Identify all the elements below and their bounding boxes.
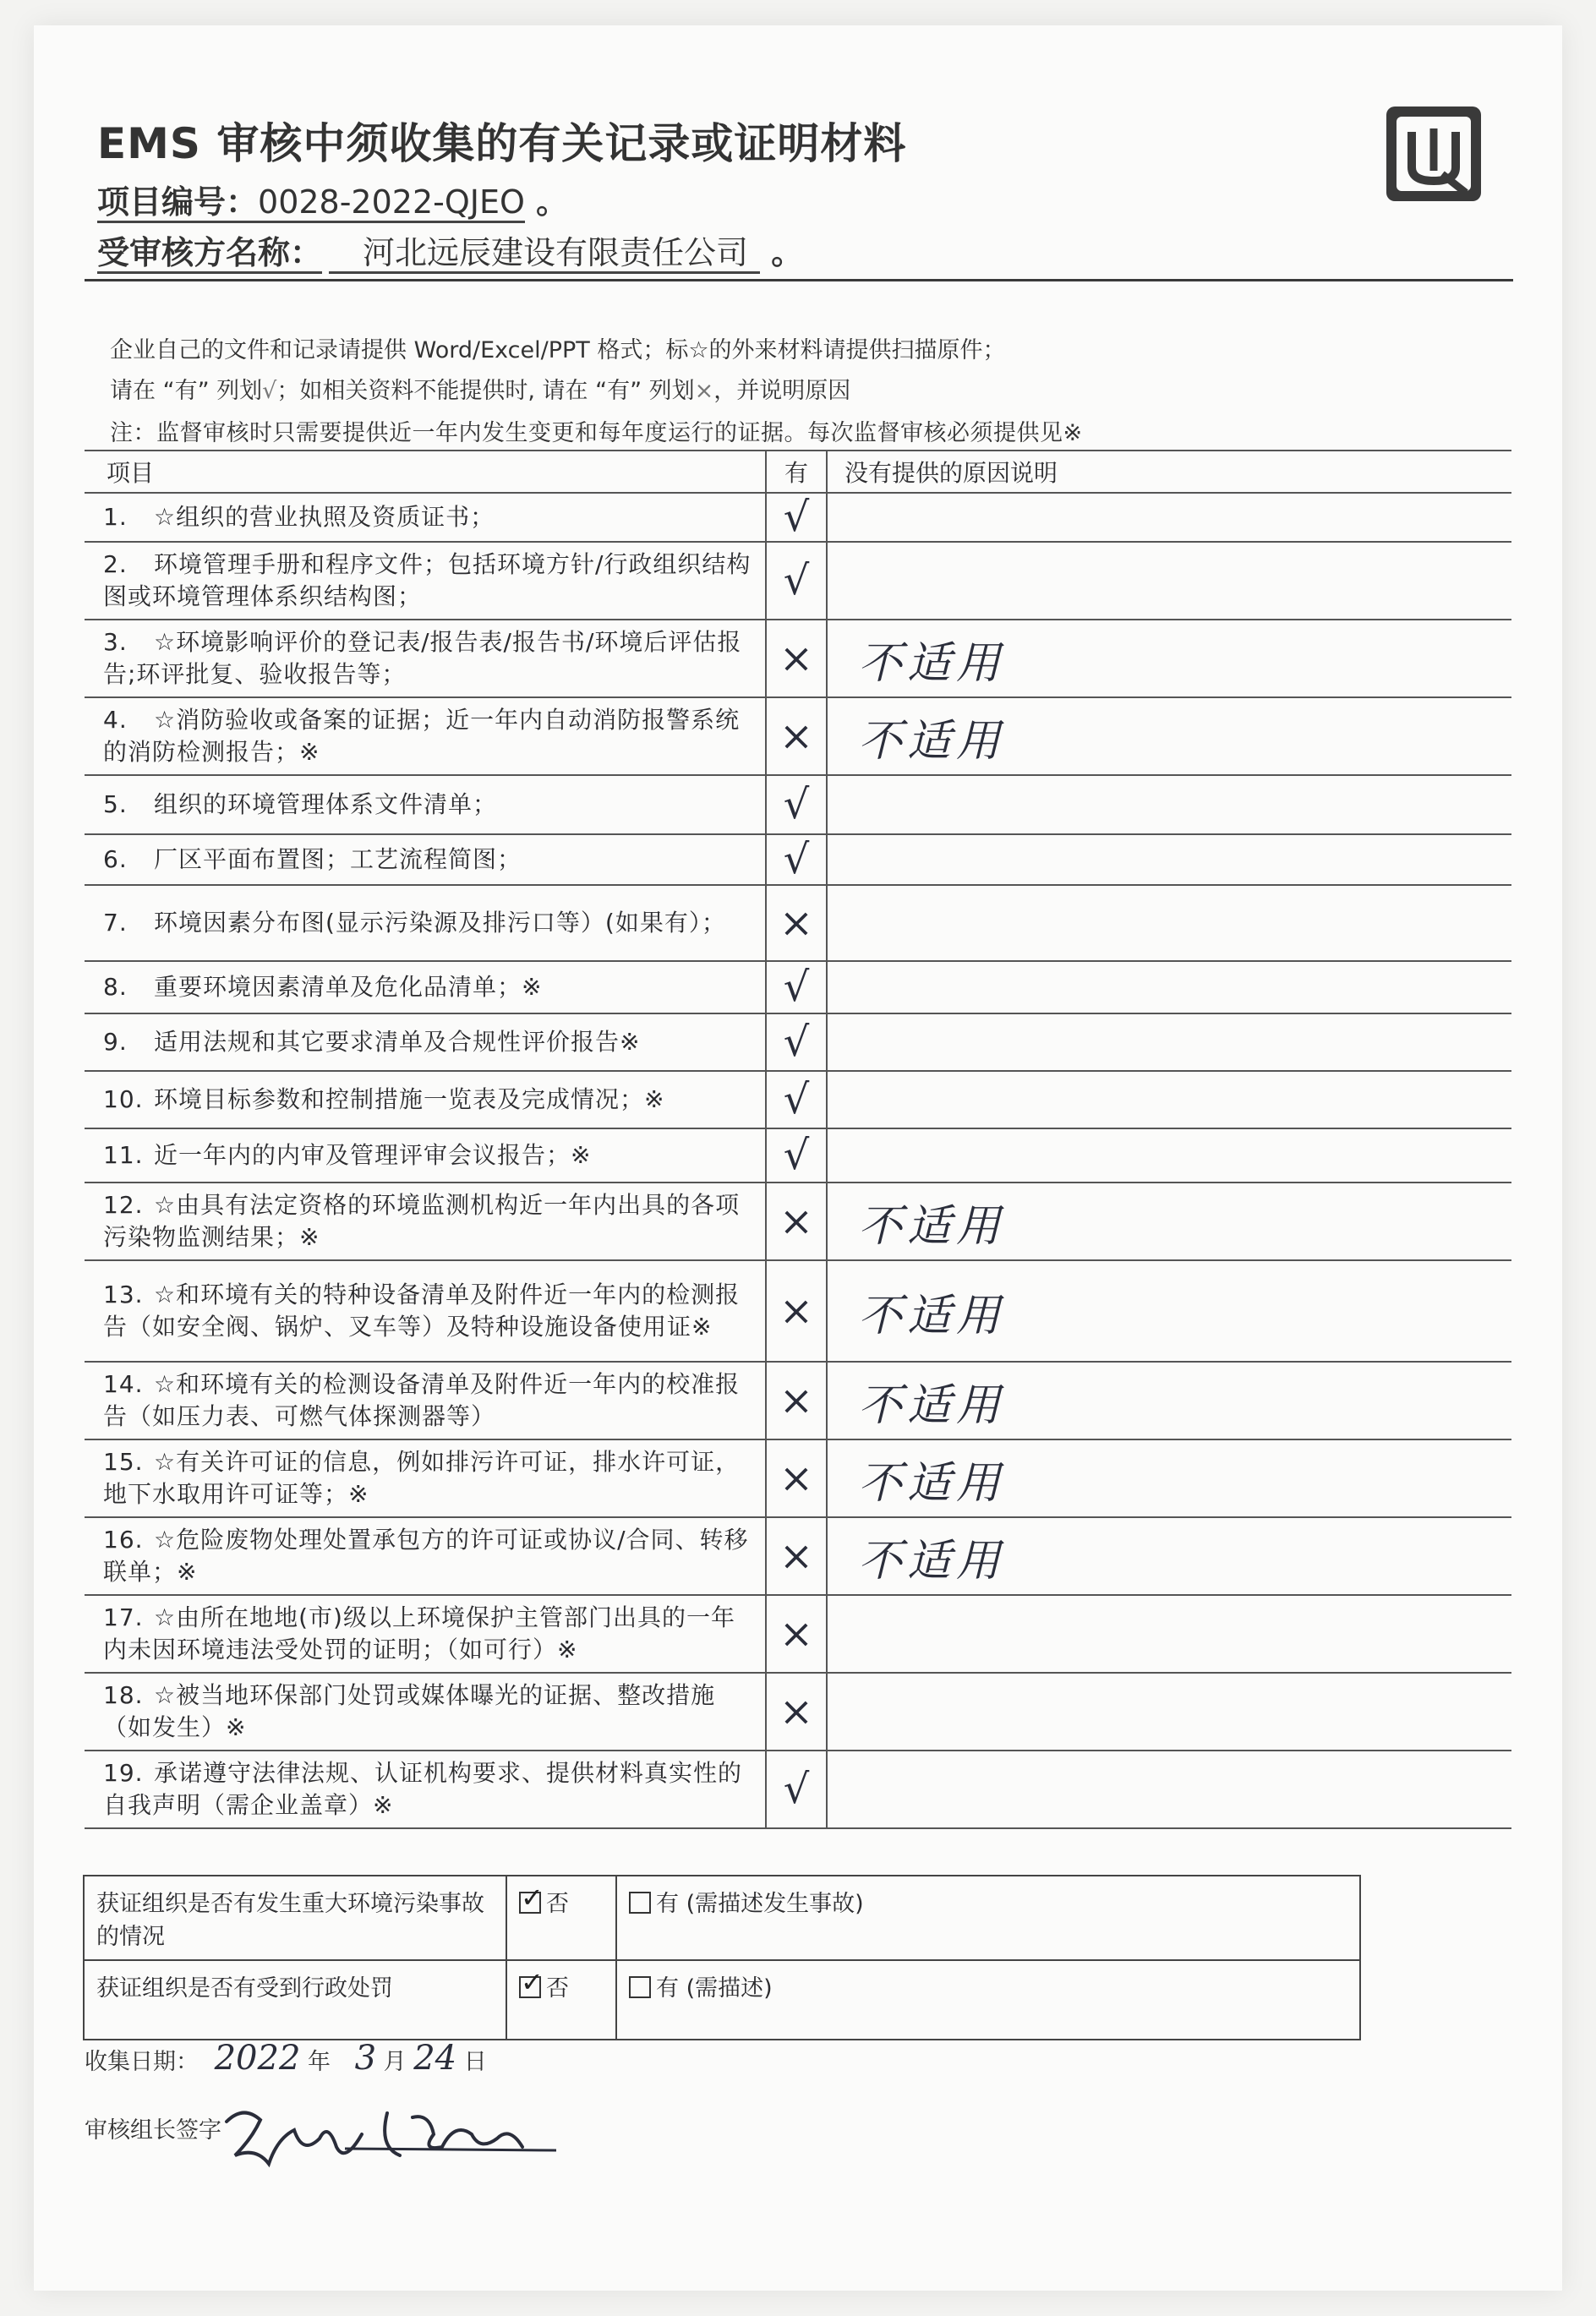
item-number: 2. — [103, 550, 128, 578]
reason-cell[interactable] — [827, 1439, 1511, 1517]
note-line-2-part-b: ；如相关资料不能提供时, 请在 “有” 列划 — [276, 378, 695, 404]
item-text: 重要环境因素清单及危化品清单；※ — [154, 973, 543, 1001]
item-text: 环境目标参数和控制措施一览表及完成情况；※ — [154, 1085, 665, 1113]
check-mark: √ — [783, 1019, 810, 1066]
item-text: ☆和环境有关的检测设备清单及附件近一年内的校准报告（如压力表、可燃气体探测器等） — [103, 1370, 741, 1430]
cross-mark: × — [779, 1455, 814, 1502]
check-mark: √ — [783, 1132, 810, 1179]
header-have: 有 — [766, 451, 827, 493]
table-row — [85, 542, 1511, 620]
reason-text: 不适用 — [858, 715, 1006, 767]
item-text: ☆由所在地地(市)级以上环境保护主管部门出具的一年内未因环境违法受处罚的证明；（如可行）※ — [103, 1603, 735, 1663]
item-description — [85, 834, 766, 885]
check-mark: √ — [783, 964, 810, 1011]
handwritten-signature-icon — [218, 2088, 582, 2189]
item-number: 4. — [103, 706, 128, 734]
item-text: 环境因素分布图(显示污染源及排污口等）(如果有）； — [154, 909, 726, 937]
item-text: ☆被当地环保部门处罚或媒体曝光的证据、整改措施（如发生）※ — [103, 1681, 716, 1741]
item-number: 7. — [103, 909, 128, 937]
note-line-2 — [110, 372, 850, 405]
header-item: 项目 — [85, 451, 766, 493]
table-row — [85, 1595, 1511, 1673]
reason-cell[interactable] — [827, 1517, 1511, 1595]
table-row — [85, 1071, 1511, 1128]
project-number-suffix: 。 — [524, 183, 569, 221]
item-text: 承诺遵守法律法规、认证机构要求、提供材料真实性的自我声明（需企业盖章）※ — [103, 1759, 743, 1819]
collection-date-label: 收集日期： — [85, 2049, 199, 2075]
no-option-label: 否 — [546, 1975, 569, 2002]
project-number-label: 项目编号： — [97, 183, 258, 223]
table-row — [85, 620, 1511, 697]
item-text: 组织的环境管理体系文件清单； — [154, 790, 498, 818]
incident-summary-table — [83, 1875, 1361, 2040]
date-day-unit: 日 — [463, 2049, 487, 2075]
item-number: 9. — [103, 1028, 128, 1056]
item-number: 16. — [103, 1526, 144, 1554]
reason-cell[interactable] — [827, 1595, 1511, 1673]
cross-mark: × — [779, 899, 814, 947]
checkbox-icon[interactable] — [629, 1976, 651, 1998]
check-mark: √ — [783, 494, 810, 541]
table-row — [85, 885, 1511, 961]
item-text: 厂区平面布置图；工艺流程简图； — [154, 845, 522, 873]
note-check-symbol: √ — [262, 378, 277, 404]
reason-text: 不适用 — [858, 1200, 1006, 1252]
auditee-name-value: 河北远辰建设有限责任公司 — [329, 234, 760, 274]
reason-cell[interactable] — [827, 1362, 1511, 1439]
reason-cell[interactable] — [827, 1071, 1511, 1128]
yes-option-label: 有 (需描述发生事故) — [656, 1891, 864, 1917]
checkbox-icon[interactable] — [629, 1892, 651, 1914]
item-text: ☆组织的营业执照及资质证书； — [154, 503, 495, 531]
have-cell[interactable] — [766, 1673, 827, 1751]
table-row — [85, 1517, 1511, 1595]
have-cell[interactable] — [766, 1751, 827, 1828]
table-row — [85, 697, 1511, 775]
check-mark: √ — [783, 1766, 810, 1813]
auditee-name-line — [97, 227, 803, 273]
reason-text: 不适用 — [858, 1457, 1006, 1509]
reason-cell[interactable] — [827, 493, 1511, 542]
item-text: ☆有关许可证的信息，例如排污许可证，排水许可证，地下水取用许可证等；※ — [103, 1448, 741, 1508]
table-row — [85, 1673, 1511, 1751]
item-description — [85, 1183, 766, 1260]
cross-mark: × — [779, 1198, 814, 1245]
reason-text: 不适用 — [858, 1290, 1006, 1341]
table-row — [85, 1013, 1511, 1071]
item-description — [85, 885, 766, 961]
have-cell[interactable] — [766, 697, 827, 775]
item-description — [85, 1751, 766, 1828]
have-cell[interactable] — [766, 775, 827, 834]
item-number: 13. — [103, 1281, 144, 1308]
table-row — [85, 1128, 1511, 1183]
item-description — [85, 1439, 766, 1517]
have-cell[interactable] — [766, 1183, 827, 1260]
cross-mark: × — [779, 635, 814, 682]
note-line-1: 企业自己的文件和记录请提供 Word/Excel/PPT 格式；标☆的外来材料请提供扫描原件； — [110, 337, 1006, 363]
item-description — [85, 1013, 766, 1071]
cross-mark: × — [779, 1688, 814, 1735]
reason-cell[interactable] — [827, 1673, 1511, 1751]
note-cross-symbol: × — [694, 378, 714, 404]
reason-cell[interactable] — [827, 1128, 1511, 1183]
reason-text: 不适用 — [858, 1535, 1006, 1587]
item-number: 19. — [103, 1759, 144, 1787]
reason-cell[interactable] — [827, 1260, 1511, 1362]
item-description — [85, 1128, 766, 1183]
reason-cell[interactable] — [827, 1183, 1511, 1260]
document-title: EMS 审核中须收集的有关记录或证明材料 — [97, 119, 907, 168]
summary-question: 获证组织是否有受到行政处罚 — [84, 1960, 506, 2040]
item-text: ☆和环境有关的特种设备清单及附件近一年内的检测报告（如安全阀、锅炉、叉车等）及特种设施设备使用证※ — [103, 1281, 741, 1341]
have-cell[interactable] — [766, 1013, 827, 1071]
have-cell[interactable] — [766, 542, 827, 620]
collection-date-year: 2022 — [214, 2039, 301, 2078]
reason-text: 不适用 — [858, 1379, 1006, 1431]
note-line-3: 注：监督审核时只需要提供近一年内发生变更和每年度运行的证据。每次监督审核必须提供见※ — [110, 420, 1083, 446]
table-row — [85, 1362, 1511, 1439]
summary-yes-option[interactable] — [616, 1960, 1360, 2040]
item-description — [85, 1362, 766, 1439]
header-divider — [85, 279, 1513, 281]
materials-table — [85, 450, 1511, 1829]
cross-mark: × — [779, 1610, 814, 1658]
reason-cell[interactable] — [827, 697, 1511, 775]
reason-cell[interactable] — [827, 1013, 1511, 1071]
have-cell[interactable] — [766, 1439, 827, 1517]
check-mark: √ — [783, 836, 810, 883]
have-cell[interactable] — [766, 1260, 827, 1362]
table-header-row — [85, 451, 1511, 493]
have-cell[interactable] — [766, 1071, 827, 1128]
collection-date-day: 24 — [413, 2039, 457, 2078]
have-cell[interactable] — [766, 620, 827, 697]
reason-cell[interactable] — [827, 961, 1511, 1013]
yes-option-label: 有 (需描述) — [656, 1975, 773, 2002]
item-text: 适用法规和其它要求清单及合规性评价报告※ — [154, 1028, 641, 1056]
cross-mark: × — [779, 1532, 814, 1580]
check-mark: √ — [783, 1076, 810, 1123]
have-cell[interactable] — [766, 1517, 827, 1595]
auditee-name-label: 受审核方名称： — [97, 234, 322, 274]
summary-row-pollution — [84, 1876, 1360, 1960]
item-description — [85, 1673, 766, 1751]
item-text: ☆环境影响评价的登记表/报告表/报告书/环境后评估报告;环评批复、验收报告等； — [103, 628, 742, 688]
summary-question: 获证组织是否有发生重大环境污染事故的情况 — [84, 1876, 506, 1960]
table-row — [85, 775, 1511, 834]
reason-cell[interactable] — [827, 775, 1511, 834]
item-number: 8. — [103, 973, 128, 1001]
summary-yes-option[interactable] — [616, 1876, 1360, 1960]
item-number: 11. — [103, 1141, 144, 1169]
item-number: 15. — [103, 1448, 144, 1476]
item-text: 近一年内的内审及管理评审会议报告；※ — [154, 1141, 592, 1169]
item-description — [85, 961, 766, 1013]
cross-mark: × — [779, 713, 814, 760]
check-mark: √ — [783, 781, 810, 828]
summary-row-penalty — [84, 1960, 1360, 2040]
item-description — [85, 1260, 766, 1362]
collection-date-line — [85, 2039, 487, 2078]
reason-cell[interactable] — [827, 620, 1511, 697]
certification-logo-icon — [1383, 103, 1484, 205]
reason-text: 不适用 — [858, 637, 1006, 689]
item-number: 6. — [103, 845, 128, 873]
item-text: ☆消防验收或备案的证据；近一年内自动消防报警系统的消防检测报告；※ — [103, 706, 741, 766]
item-description — [85, 1071, 766, 1128]
table-row — [85, 834, 1511, 885]
item-text: 环境管理手册和程序文件；包括环境方针/行政组织结构图或环境管理体系织结构图； — [103, 550, 752, 610]
item-number: 17. — [103, 1603, 144, 1631]
date-year-unit: 年 — [307, 2049, 331, 2075]
item-text: ☆由具有法定资格的环境监测机构近一年内出具的各项污染物监测结果；※ — [103, 1191, 741, 1251]
table-row — [85, 1260, 1511, 1362]
reason-cell[interactable] — [827, 885, 1511, 961]
item-number: 10. — [103, 1085, 144, 1113]
summary-no-option[interactable] — [506, 1876, 616, 1960]
have-cell[interactable] — [766, 1595, 827, 1673]
item-description — [85, 775, 766, 834]
header-reason: 没有提供的原因说明 — [827, 451, 1511, 493]
check-mark: √ — [783, 557, 810, 604]
table-row — [85, 493, 1511, 542]
item-description — [85, 697, 766, 775]
lead-auditor-signature-label: 审核组长签字 — [85, 2117, 221, 2144]
item-number: 1. — [103, 503, 128, 531]
item-description — [85, 620, 766, 697]
have-cell[interactable] — [766, 493, 827, 542]
project-number-line — [97, 176, 568, 222]
reason-cell[interactable] — [827, 542, 1511, 620]
item-description — [85, 493, 766, 542]
item-number: 14. — [103, 1370, 144, 1398]
item-description — [85, 542, 766, 620]
checked-box-icon[interactable] — [519, 1892, 541, 1914]
table-row — [85, 1183, 1511, 1260]
item-number: 12. — [103, 1191, 144, 1219]
table-row — [85, 1751, 1511, 1828]
project-number-value: 0028-2022-QJEO — [258, 183, 525, 223]
checked-box-icon[interactable] — [519, 1976, 541, 1998]
table-row — [85, 961, 1511, 1013]
reason-cell[interactable] — [827, 834, 1511, 885]
cross-mark: × — [779, 1377, 814, 1424]
item-description — [85, 1595, 766, 1673]
item-number: 18. — [103, 1681, 144, 1709]
item-number: 5. — [103, 790, 128, 818]
cross-mark: × — [779, 1287, 814, 1335]
note-line-2-part-c: ，并说明原因 — [713, 378, 851, 404]
note-line-2-part-a: 请在 “有” 列划 — [110, 378, 263, 404]
no-option-label: 否 — [546, 1891, 569, 1917]
summary-no-option[interactable] — [506, 1960, 616, 2040]
have-cell[interactable] — [766, 1128, 827, 1183]
item-text: ☆危险废物处理处置承包方的许可证或协议/合同、转移联单；※ — [103, 1526, 749, 1586]
have-cell[interactable] — [766, 961, 827, 1013]
item-description — [85, 1517, 766, 1595]
item-number: 3. — [103, 628, 128, 656]
date-month-unit: 月 — [383, 2049, 407, 2075]
have-cell[interactable] — [766, 1362, 827, 1439]
have-cell[interactable] — [766, 885, 827, 961]
collection-date-month: 3 — [354, 2039, 377, 2078]
reason-cell[interactable] — [827, 1751, 1511, 1828]
table-row — [85, 1439, 1511, 1517]
auditee-name-suffix: 。 — [760, 234, 804, 271]
have-cell[interactable] — [766, 834, 827, 885]
